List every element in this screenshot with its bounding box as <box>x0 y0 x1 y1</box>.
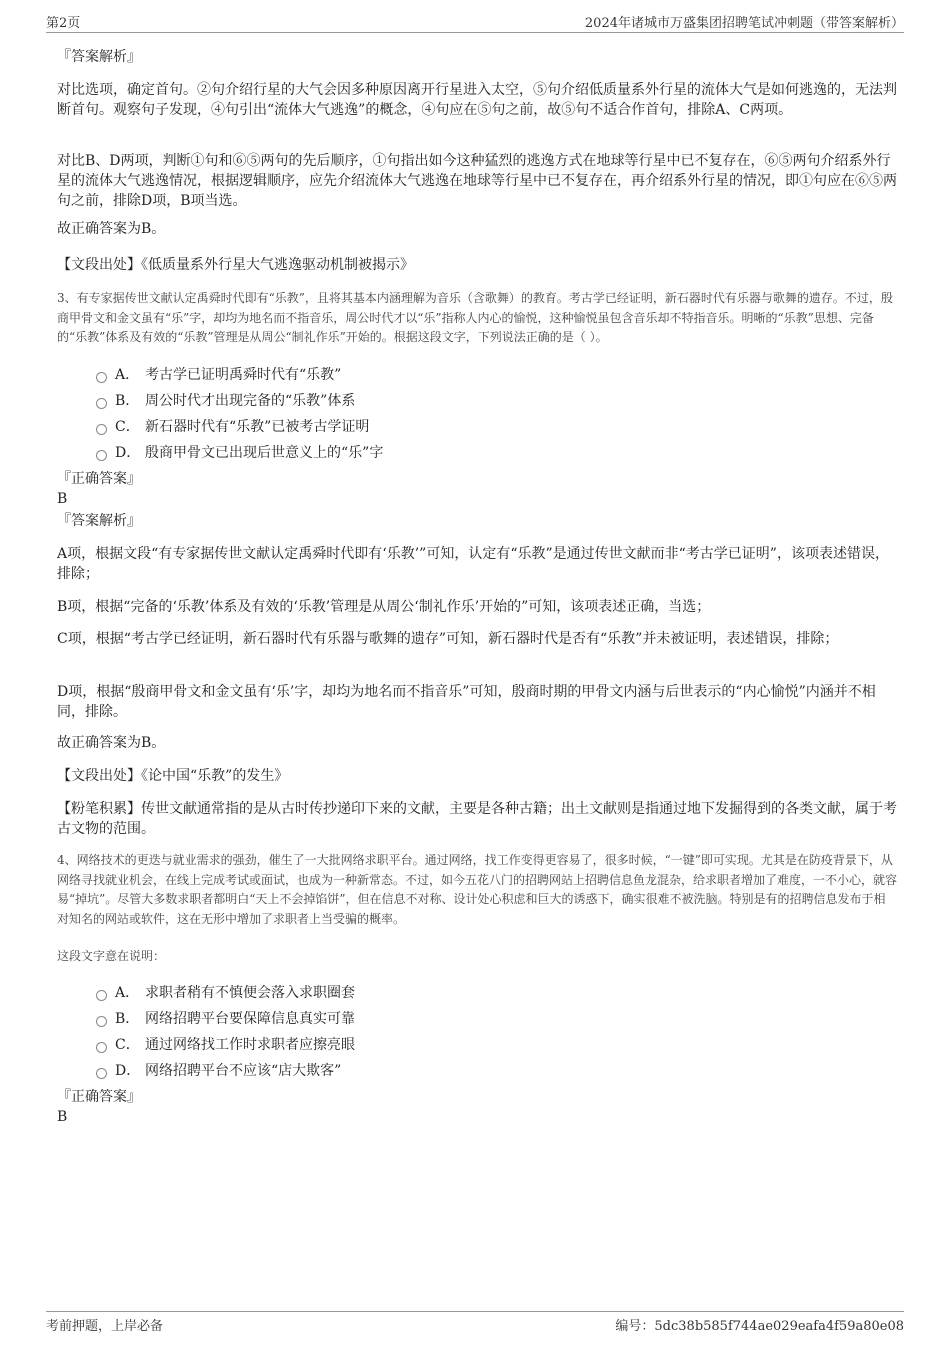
q2-source: 【文段出处】《低质量系外行星大气逃逸驱动机制被揭示》 <box>57 257 414 273</box>
q3-note: 【粉笔积累】传世文献通常指的是从古时传抄递印下来的文献，主要是各种古籍；出土文献则是指通过地下发掘得到的各类文献，属于考古文物的范围。 <box>57 801 897 837</box>
q4-stem: 4、网络技术的更迭与就业需求的强劲，催生了一大批网络求职平台。通过网络，找工作变得更容易了，很多时候，“一键”即可实现。尤其是在防疫背景下，从网络寻找就业机会，在线上完成考试或面试，也成为一种新常态。不过，如今五花八门的招聘网站上招聘信息鱼龙混杂，给求职者增加了难度，一不小心，就容易“掉坑”。尽管大多数求职者都明白“天上不会掉馅饼”，但在信息不对称、设计处心积虑和巨大的诱惑下，确实很难不被洗脑。特别是有的招聘信息发布于相对知名的网站或软件，这在无形中增加了求职者上当受骗的概率。 <box>57 853 898 926</box>
radio-icon[interactable] <box>96 372 107 383</box>
q3-analysis-a: A项，根据文段“有专家据传世文献认定禹舜时代即有‘乐教’”可知，认定有“乐教”是通过传世文献而非“考古学已证明”，该项表述错误，排除； <box>57 546 889 582</box>
q3-analysis-b: B项，根据“完备的‘乐教’体系及有效的‘乐教’管理是从周公‘制礼作乐’开始的”可知，该项表述正确，当选； <box>57 599 711 615</box>
q3-analysis-d: D项，根据“殷商甲骨文和金文虽有‘乐’字，却均为地名而不指音乐”可知，殷商时期的甲骨文内涵与后世表示的“内心愉悦”内涵并不相同，排除。 <box>57 684 876 720</box>
radio-icon[interactable] <box>96 424 107 435</box>
document-title: 2024年诸城市万盛集团招聘笔试冲刺题（带答案解析） <box>584 16 904 31</box>
footer-slogan: 考前押题，上岸必备 <box>46 1319 164 1334</box>
q4-prompt: 这段文字意在说明： <box>57 949 166 963</box>
q3-conclusion: 故正确答案为B。 <box>57 735 166 751</box>
q3-option-c[interactable]: C． 新石器时代有“乐教”已被考古学证明 <box>96 417 369 437</box>
q4-answer-label: 『正确答案』 <box>57 1089 141 1105</box>
q4-option-c[interactable]: C． 通过网络找工作时求职者应擦亮眼 <box>96 1035 355 1055</box>
q2-analysis-p1: 对比选项，确定首句。②句介绍行星的大气会因多种原因离开行星进入太空，⑤句介绍低质量系外行星的流体大气是如何逃逸的，无法判断首句。观察句子发现，④句引出“流体大气逃逸”的概念，④句应在⑤句之前，故⑤句不适合作首句，排除A、C两项。 <box>57 82 897 118</box>
q4-option-d[interactable]: D． 网络招聘平台不应该“店大欺客” <box>96 1061 341 1081</box>
radio-icon[interactable] <box>96 450 107 461</box>
q3-option-a[interactable]: A． 考古学已证明禹舜时代有“乐教” <box>96 365 341 385</box>
q3-option-b[interactable]: B． 周公时代才出现完备的“乐教”体系 <box>96 391 355 411</box>
radio-icon[interactable] <box>96 398 107 409</box>
q3-analysis-label: 『答案解析』 <box>57 513 141 529</box>
q4-option-b[interactable]: B． 网络招聘平台要保障信息真实可靠 <box>96 1009 355 1029</box>
q2-analysis-label: 『答案解析』 <box>57 49 141 65</box>
q2-analysis-p2: 对比B、D两项，判断①句和⑥⑤两句的先后顺序，①句指出如今这种猛烈的逃逸方式在地球等行星中已不复存在，⑥⑤两句介绍系外行星的流体大气逃逸情况，根据逻辑顺序，应先介绍流体大气逃逸在地球等行星中已不复存在，再介绍系外行星的情况，即①句应在⑥⑤两句之前，排除D项，B项当选。 <box>57 153 897 209</box>
q3-answer: B <box>57 491 68 507</box>
q4-answer: B <box>57 1109 68 1125</box>
page-footer <box>46 1311 904 1334</box>
radio-icon[interactable] <box>96 1016 107 1027</box>
page-number: 第2页 <box>46 16 81 31</box>
page-header <box>46 12 904 33</box>
q3-option-d[interactable]: D． 殷商甲骨文已出现后世意义上的“乐”字 <box>96 443 383 463</box>
q2-conclusion: 故正确答案为B。 <box>57 221 166 237</box>
q3-answer-label: 『正确答案』 <box>57 471 141 487</box>
q3-analysis-c: C项，根据“考古学已经证明，新石器时代有乐器与歌舞的遗存”可知，新石器时代是否有“乐教”并未被证明，表述错误，排除； <box>57 631 839 647</box>
document-id: 编号：5dc38b585f744ae029eafa4f59a80e08 <box>615 1319 904 1334</box>
q4-option-a[interactable]: A． 求职者稍有不慎便会落入求职圈套 <box>96 983 355 1003</box>
radio-icon[interactable] <box>96 990 107 1001</box>
radio-icon[interactable] <box>96 1068 107 1079</box>
q3-stem: 3、有专家据传世文献认定禹舜时代即有“乐教”，且将其基本内涵理解为音乐（含歌舞）的教育。考古学已经证明，新石器时代有乐器与歌舞的遗存。不过，殷商甲骨文和金文虽有“乐”字，却均为地名而不指音乐，周公时代才以“乐”指称人内心的愉悦，这种愉悦虽包含音乐却不特指音乐。明晰的“乐教”思想、完备的“乐教”体系及有效的“乐教”管理是从周公“制礼作乐”开始的。根据这段文字，下列说法正确的是（ ）。 <box>57 291 893 344</box>
radio-icon[interactable] <box>96 1042 107 1053</box>
q3-source: 【文段出处】《论中国“乐教”的发生》 <box>57 768 289 784</box>
